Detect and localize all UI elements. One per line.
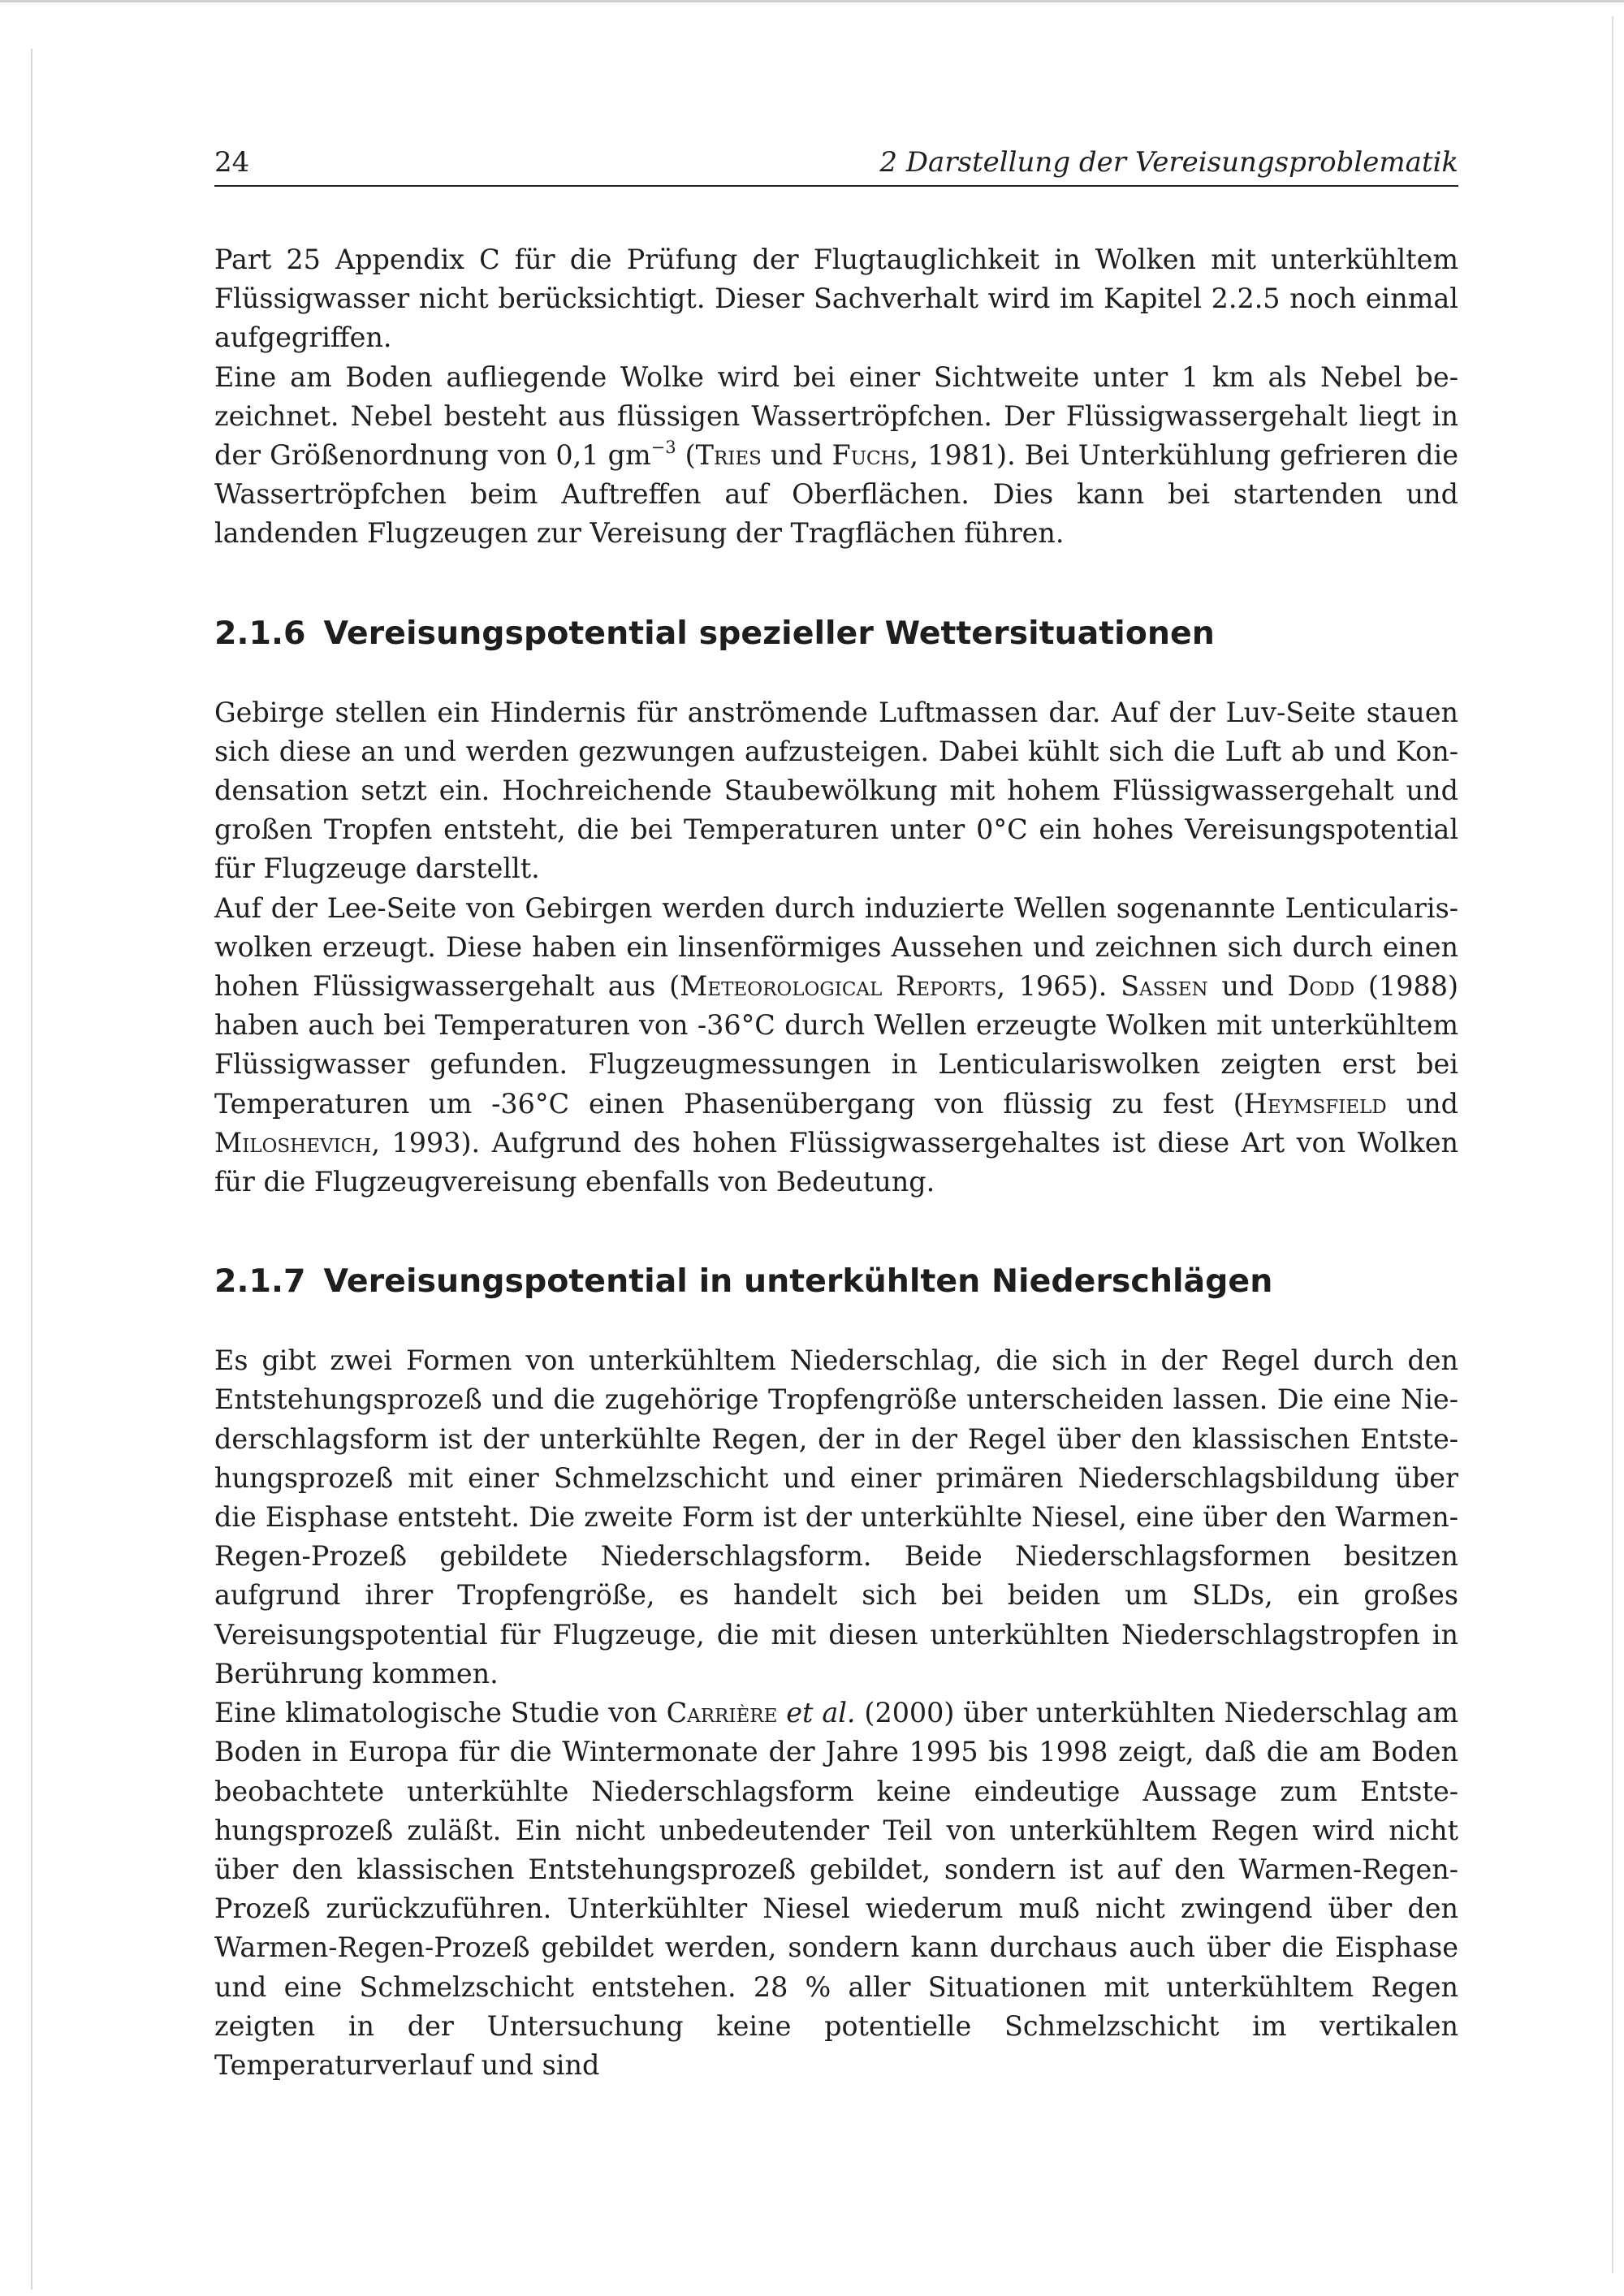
scan-edge-right — [1612, 16, 1613, 2273]
section-title: Vereisungspotential in unterkühlten Niederschlägen — [323, 1262, 1273, 1301]
citation-sassen: Sassen — [1121, 970, 1208, 1003]
paragraph-intro-1: Part 25 Appendix C für die Prüfung der Flugtauglichkeit in Wolken mit unterkühltem Flüssigwasser nicht berücksichtigt. Dieser Sachverhalt wird im Kapitel 2.2.5 noch einmal aufgegriffen. — [214, 244, 1458, 354]
section-heading-2-1-7 — [214, 1260, 1458, 1302]
page-number: 24 — [214, 146, 250, 179]
citation-fuchs: Fuchs — [831, 439, 910, 472]
p216-text-f: , 1993). Aufgrund des hohen Flüssigwassergehaltes ist diese Art von Wolken für die Flugzeugvereisung ebenfalls von Bedeutung. — [214, 1126, 1458, 1198]
page-body — [214, 146, 1458, 2085]
p217-text-b: (2000) über unterkühlten Niederschlag am Boden in Europa für die Wintermonate der Jahre 1995 bis 1998 zeigt, daß die am Boden beobachtete unterkühlte Niederschlagsform keine eindeutige Aussage zum Entstehungsprozeß zuläßt. Ein nicht unbedeutender Teil von unterkühltem Regen wird nicht über den klassischen Entstehungsprozeß gebildet, sondern ist auf den Warmen-Regen-Prozeß zurückzuführen. Unterkühlter Niesel wiederum muß nicht zwingend über den Warmen-Regen-Prozeß gebildet werden, sondern kann durchaus auch über die Eisphase und eine Schmelzschicht entstehen. 28 % aller Situationen mit unterkühltem Regen zeigten in der Untersuchung keine potentielle Schmelzschicht im vertikalen Temperaturverlauf und sind — [214, 1697, 1458, 2081]
section-title: Vereisungspotential spezieller Wettersituationen — [323, 614, 1215, 652]
section-number: 2.1.6 — [214, 614, 306, 652]
p217-space — [777, 1697, 786, 1728]
paragraph-216-2 — [214, 889, 1458, 1202]
citation-carriere: Carrière — [666, 1697, 778, 1729]
paragraph-217-1: Es gibt zwei Formen von unterkühltem Niederschlag, die sich in der Regel durch den Entstehungsprozeß und die zugehörige Tropfengröße unterscheiden lassen. Die eine Niederschlagsform ist der unterkühlte Regen, der in der Regel über den klassischen Entstehungsprozeß mit einer Schmelzschicht und einer primären Niederschlagsbildung über die Eisphase entsteht. Die zweite Form ist der unterkühlte Niesel, eine über den Warmen-Regen-Prozeß gebildete Niederschlagsform. Beide Niederschlagsformen besitzen aufgrund ihrer Tropfengröße, es handelt sich bei beiden um SLDs, ein großes Vereisungspotential für Flugzeuge, die mit diesen unterkühlten Niederschlagstropfen in Berührung kommen. — [214, 1344, 1458, 1690]
p216-text-d: (1988) haben auch bei Temperaturen von -36°C durch Wellen erzeugte Wolken mit unterkühltem Flüssigwasser gefunden. Flugzeugmessungen in Lenticulariswolken zeigten erst bei Temperaturen um -36°C einen Phasenübergang von flüssig zu fest ( — [214, 970, 1458, 1120]
p216-text-c: und — [1207, 970, 1288, 1003]
citation-dodd: Dodd — [1287, 970, 1355, 1003]
scan-edge-left — [31, 49, 32, 2290]
citation-miloshevich: Miloshevich — [214, 1126, 372, 1159]
p217-text-a: Eine klimatologische Studie von — [214, 1697, 667, 1729]
intro-2-text-b: ( — [676, 439, 696, 472]
citation-meteorological-reports: Meteorological Reports — [680, 970, 997, 1003]
citation-tries: Tries — [695, 439, 762, 472]
running-head — [214, 146, 1458, 187]
paragraph-216-1: Gebirge stellen ein Hindernis für anströmende Luftmassen dar. Auf der Luv-Seite stauen sich diese an und werden gezwungen aufzusteigen. Dabei kühlt sich die Luft ab und Kondensation setzt ein. Hochreichende Staubewölkung mit hohem Flüssigwassergehalt und großen Tropfen entsteht, die bei Temperaturen unter 0°C ein hohes Vereisungspotential für Flugzeuge darstellt. — [214, 696, 1458, 885]
intro-2-text-c: und — [761, 439, 832, 472]
p216-text-e: und — [1386, 1087, 1458, 1120]
section-heading-2-1-6 — [214, 612, 1458, 654]
section-number: 2.1.7 — [214, 1262, 306, 1301]
paragraph-217-2 — [214, 1694, 1458, 2085]
intro-2-text-a: Eine am Boden aufliegende Wolke wird bei einer Sichtweite unter 1 km als Nebel bezeichnet. Nebel besteht aus flüssigen Wassertröpfchen. Der Flüssigwassergehalt liegt in der Größenordnung von 0,1 gm — [214, 360, 1458, 472]
p216-text-b: , 1965). — [996, 970, 1121, 1003]
unit-exponent: −3 — [650, 437, 676, 457]
paragraph-intro-2 — [214, 358, 1458, 554]
citation-et-al: et al. — [786, 1697, 856, 1729]
intro-2-text-d: , 1981). Bei Unterkühlung gefrieren die Wassertröpfchen beim Auftreffen auf Oberflächen. Dies kann bei startenden und landenden Flugzeugen zur Vereisung der Tragflächen führen. — [214, 439, 1458, 550]
citation-heymsfield: Heymsfield — [1243, 1087, 1387, 1120]
running-head-chapter: 2 Darstellung der Vereisungsproblematik — [879, 146, 1458, 179]
p216-text-a: Auf der Lee-Seite von Gebirgen werden durch induzierte Wellen sogenannte Lenticulariswolken erzeugt. Diese haben ein linsenförmiges Aussehen und zeichnen sich durch einen hohen Flüssigwassergehalt aus ( — [214, 891, 1458, 1003]
scan-edge-top — [0, 0, 1624, 2]
